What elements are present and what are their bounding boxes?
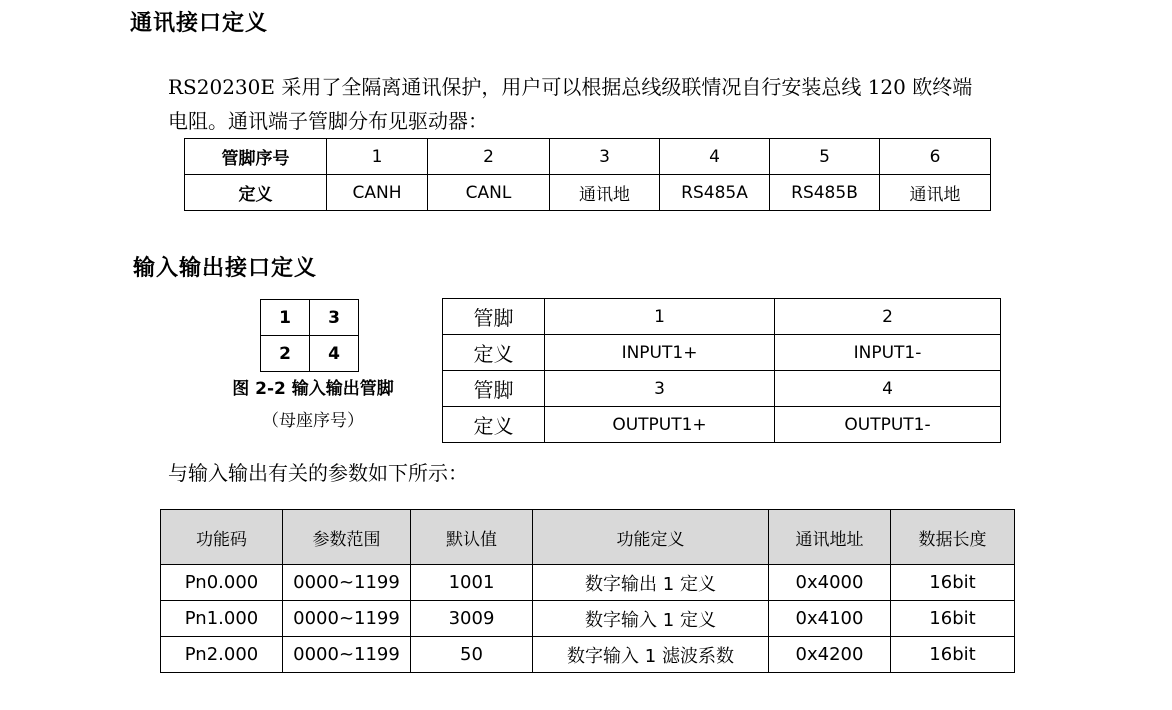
param-header-cell: 默认值: [411, 510, 533, 565]
io-row: [443, 407, 1001, 443]
comm-def-row: [185, 175, 991, 211]
comm-def-cell: 通讯地: [880, 175, 991, 211]
io-cell: OUTPUT1+: [545, 407, 775, 443]
param-cell: 数字输出 1 定义: [533, 565, 769, 601]
param-header-cell: 功能定义: [533, 510, 769, 565]
param-cell: 1001: [411, 565, 533, 601]
io-cell: 2: [775, 299, 1001, 335]
param-cell: 3009: [411, 601, 533, 637]
comm-def-cell: CANH: [327, 175, 428, 211]
comm-pin-cell: 2: [428, 139, 550, 175]
param-header-cell: 参数范围: [283, 510, 411, 565]
comm-paragraph: [168, 70, 1158, 138]
io-cell: INPUT1+: [545, 335, 775, 371]
comm-def-header: 定义: [185, 175, 327, 211]
param-cell: Pn1.000: [161, 601, 283, 637]
param-cell: 16bit: [891, 565, 1015, 601]
table-row: [161, 565, 1015, 601]
param-cell: 16bit: [891, 637, 1015, 673]
io-cell: 3: [545, 371, 775, 407]
comm-paragraph-line2: 电阻。通讯端子管脚分布见驱动器：: [168, 109, 488, 133]
param-cell: 0000~1199: [283, 637, 411, 673]
param-cell: 数字输入 1 滤波系数: [533, 637, 769, 673]
pin-grid-cell: 4: [310, 336, 359, 372]
comm-def-cell: 通讯地: [550, 175, 660, 211]
io-pin-table: [442, 298, 1001, 443]
param-cell: 0x4000: [769, 565, 891, 601]
table-row: [161, 637, 1015, 673]
param-header-row: [161, 510, 1015, 565]
comm-paragraph-line1: RS20230E 采用了全隔离通讯保护，用户可以根据总线级联情况自行安装总线 120 欧终端: [168, 75, 973, 99]
pin-grid-cell: 3: [310, 300, 359, 336]
io-row: [443, 371, 1001, 407]
comm-pin-cell: 4: [660, 139, 770, 175]
comm-pin-cell: 5: [770, 139, 880, 175]
io-connector-pin-grid: [260, 299, 359, 372]
io-cell: INPUT1-: [775, 335, 1001, 371]
pin-grid-cell: 1: [261, 300, 310, 336]
param-cell: 0000~1199: [283, 565, 411, 601]
figure-caption-line2: （母座序号）: [262, 411, 364, 431]
comm-def-cell: CANL: [428, 175, 550, 211]
io-cell: 4: [775, 371, 1001, 407]
comm-pin-cell: 3: [550, 139, 660, 175]
param-header-cell: 数据长度: [891, 510, 1015, 565]
io-row: [443, 299, 1001, 335]
comm-pin-header: 管脚序号: [185, 139, 327, 175]
comm-pin-cell: 6: [880, 139, 991, 175]
io-row-label: 定义: [443, 335, 545, 371]
pin-grid-cell: 2: [261, 336, 310, 372]
param-cell: 0000~1199: [283, 601, 411, 637]
param-cell: Pn0.000: [161, 565, 283, 601]
io-row: [443, 335, 1001, 371]
section-heading-io: 输入输出接口定义: [133, 256, 318, 281]
param-cell: 50: [411, 637, 533, 673]
io-row-label: 管脚: [443, 371, 545, 407]
io-row-label: 管脚: [443, 299, 545, 335]
figure-caption-line1: 图 2-2 输入输出管脚: [232, 379, 394, 399]
comm-def-cell: RS485B: [770, 175, 880, 211]
comm-pin-row: [185, 139, 991, 175]
io-cell: 1: [545, 299, 775, 335]
io-row-label: 定义: [443, 407, 545, 443]
figure-caption: [208, 376, 418, 434]
param-cell: 16bit: [891, 601, 1015, 637]
comm-def-cell: RS485A: [660, 175, 770, 211]
section-heading-comm: 通讯接口定义: [130, 11, 269, 36]
params-intro: 与输入输出有关的参数如下所示：: [168, 461, 468, 485]
param-cell: 0x4100: [769, 601, 891, 637]
io-cell: OUTPUT1-: [775, 407, 1001, 443]
comm-pin-cell: 1: [327, 139, 428, 175]
comm-pin-table: [184, 138, 991, 211]
table-row: [161, 601, 1015, 637]
param-header-cell: 功能码: [161, 510, 283, 565]
param-header-cell: 通讯地址: [769, 510, 891, 565]
param-table: [160, 509, 1015, 673]
param-cell: Pn2.000: [161, 637, 283, 673]
param-cell: 数字输入 1 定义: [533, 601, 769, 637]
param-cell: 0x4200: [769, 637, 891, 673]
